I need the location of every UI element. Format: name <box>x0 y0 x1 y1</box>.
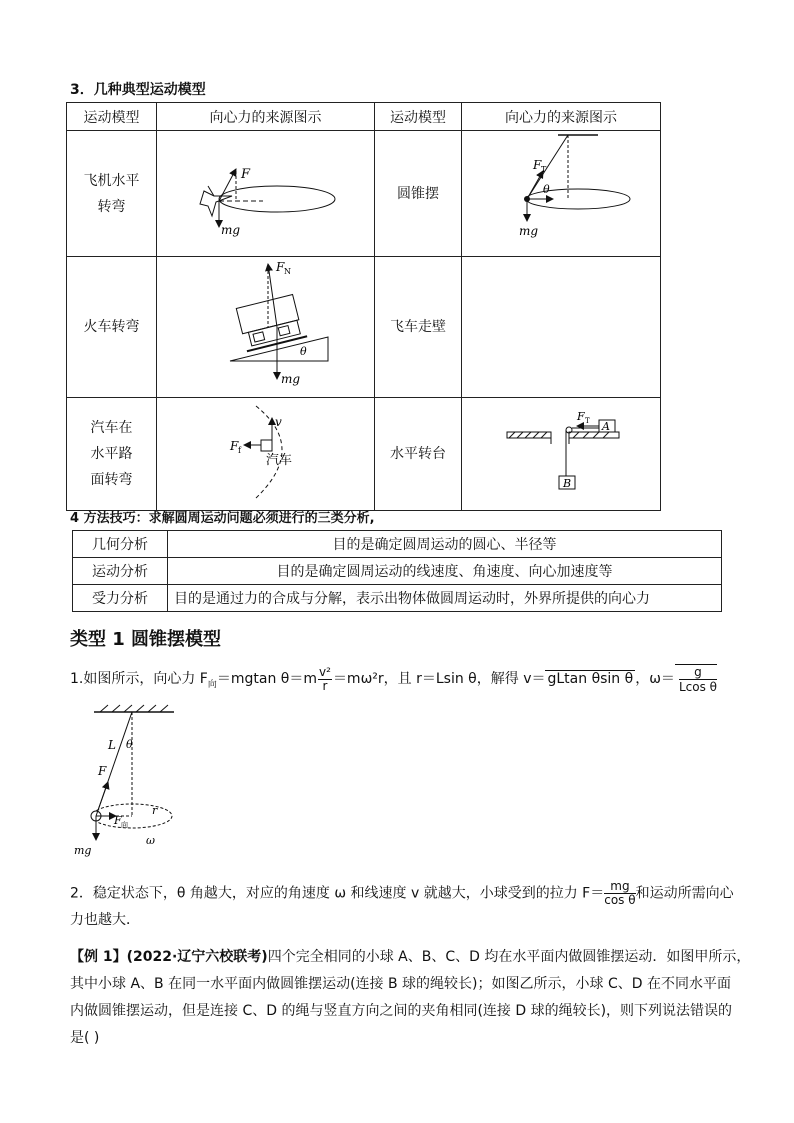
model-car: 汽车在水平路面转弯 <box>67 398 157 511</box>
model-conical-pendulum: 圆锥摆 <box>375 131 462 257</box>
type1-heading: 类型 1 圆锥摆模型 <box>70 629 222 650</box>
svg-text:L: L <box>108 738 116 752</box>
svg-text:v: v <box>274 415 282 429</box>
svg-text:mg: mg <box>74 844 92 857</box>
example-1: 【例 1】(2022·辽宁六校联考)四个完全相同的小球 A、B、C、D 均在水平面内做圆锥摆运动．如图甲所示， 其中小球 A、B 在同一水平面内做圆锥摆运动(连接 B 球的绳较长)；如图乙所示，小球 C、D 在不同水平面 内做圆锥摆运动，但是连接 C、D 的绳与竖直方向之间的夹角相同(连接 D 球的绳较长)，则下列说法错误的 是( ) <box>70 949 751 1046</box>
header-source-1: 向心力的来源图示 <box>157 103 375 131</box>
svg-text:F: F <box>240 167 250 182</box>
model-train: 火车转弯 <box>67 257 157 398</box>
svg-text:T: T <box>540 165 546 174</box>
svg-text:mg: mg <box>220 223 240 237</box>
model-airplane: 飞机水平转弯 <box>67 131 157 257</box>
svg-text:F: F <box>275 260 284 274</box>
section-3-title: 3．几种典型运动模型 <box>70 82 206 98</box>
paragraph-2-line2: 力也越大． <box>70 912 140 928</box>
svg-text:f: f <box>237 446 241 455</box>
method-name-geometry: 几何分析 <box>73 531 168 558</box>
figure-airplane <box>157 131 375 257</box>
header-model-2: 运动模型 <box>375 103 462 131</box>
figure-car <box>157 398 375 511</box>
svg-text:F: F <box>576 410 585 423</box>
figure-conical-pendulum <box>462 131 661 257</box>
methods-table <box>72 530 722 612</box>
motion-models-table <box>66 102 661 511</box>
svg-text:向: 向 <box>121 821 128 829</box>
svg-text:F: F <box>229 439 238 453</box>
header-source-2: 向心力的来源图示 <box>462 103 661 131</box>
method-desc-force: 目的是通过力的合成与分解，表示出物体做圆周运动时，外界所提供的向心力 <box>168 585 722 612</box>
method-desc-geometry: 目的是确定圆周运动的圆心、半径等 <box>168 531 722 558</box>
svg-text:N: N <box>283 267 291 276</box>
svg-text:mg: mg <box>518 224 538 238</box>
paragraph-1: 1.如图所示，向心力 $F_向=mgtan$ θ＝m $\frac{\text{v²}}{r}$ ＝mω²r，且 r＝Lsin θ，解得 v＝ gLtan θsin θ ，ω＝ $\frac{g}{\text{Lcos θ}}$ <box>70 664 717 694</box>
svg-text:θ: θ <box>126 738 133 751</box>
svg-text:ω: ω <box>146 834 155 847</box>
figure-train <box>157 257 375 398</box>
model-wall-riding: 飞车走壁 <box>375 257 462 398</box>
model-turntable: 水平转台 <box>375 398 462 511</box>
method-desc-motion: 目的是确定圆周运动的线速度、角速度、向心加速度等 <box>168 558 722 585</box>
paragraph-2: 2．稳定状态下，θ 角越大，对应的角速度 ω 和线速度 v 就越大，小球受到的拉力 F＝ $\frac{mg}{\text{cos θ}}$ 和运动所需向心 <box>70 879 734 907</box>
svg-text:θ: θ <box>299 345 307 358</box>
svg-text:θ: θ <box>542 183 550 196</box>
svg-text:汽车: 汽车 <box>265 453 292 468</box>
figure-conical-pendulum-2 <box>70 700 190 860</box>
header-model-1: 运动模型 <box>67 103 157 131</box>
svg-text:F: F <box>532 158 541 172</box>
method-name-force: 受力分析 <box>73 585 168 612</box>
method-name-motion: 运动分析 <box>73 558 168 585</box>
svg-text:F: F <box>98 764 107 778</box>
svg-text:r: r <box>152 804 158 817</box>
svg-text:F: F <box>114 814 122 827</box>
svg-text:T: T <box>584 417 590 425</box>
svg-text:B: B <box>562 477 571 490</box>
figure-wall-riding-empty <box>462 257 661 398</box>
svg-text:A: A <box>601 420 610 433</box>
figure-turntable <box>462 398 661 511</box>
section-4-title: 4 方法技巧：求解圆周运动问题必须进行的三类分析, <box>70 511 375 526</box>
svg-text:mg: mg <box>280 372 300 386</box>
